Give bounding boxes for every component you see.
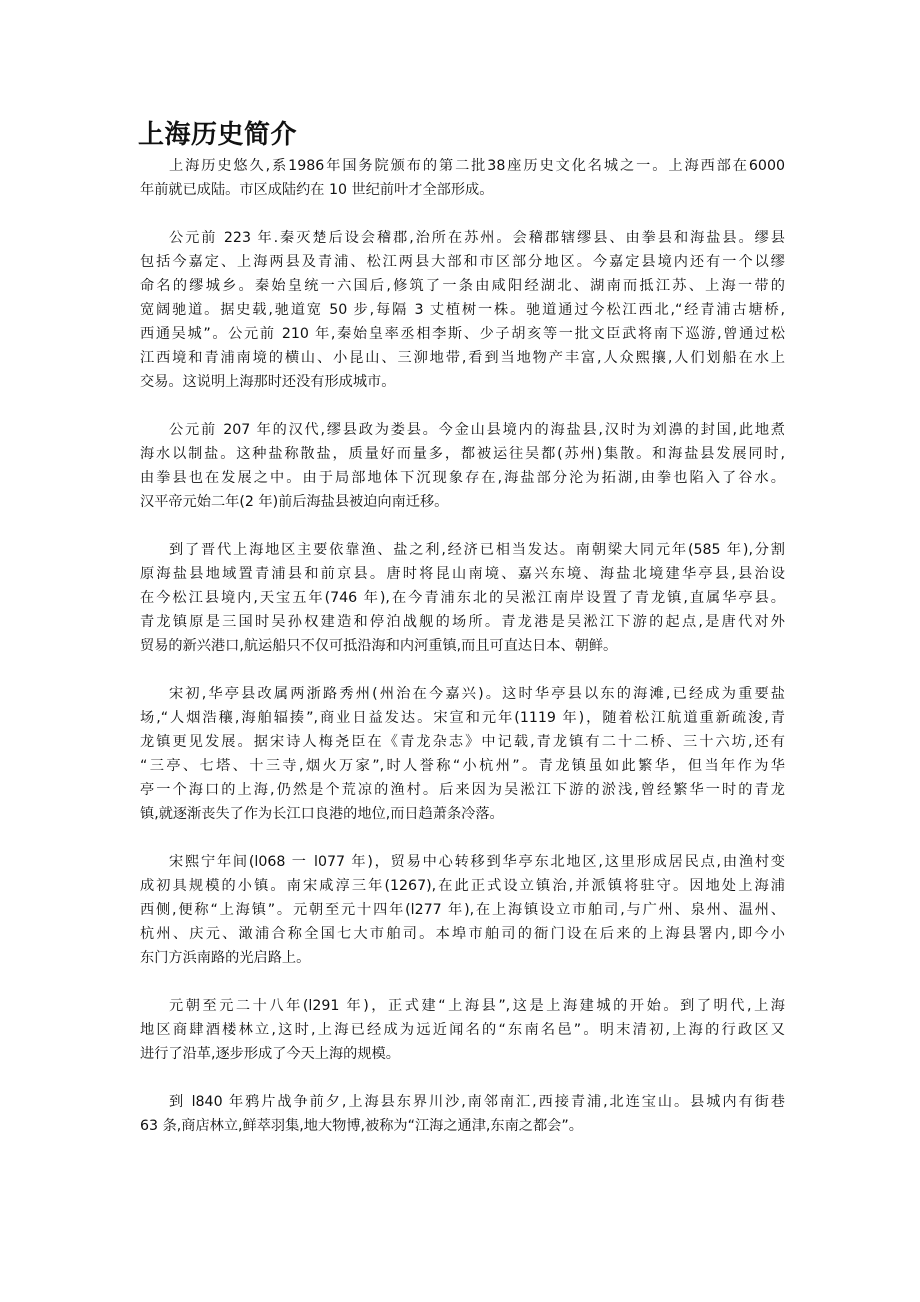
paragraph-line: 亭一个海口的上海,仍然是个荒凉的渔村。后来因为吴淞江下游的淤浅,曾经繁华一时的青龙 [140, 782, 785, 798]
document-body [140, 154, 785, 1138]
paragraph-line: 元朝至元二十八年(l291 年)，正式建“上海县”,这是上海建城的开始。到了明代,上海 [169, 998, 785, 1014]
paragraph-line: 到了晋代上海地区主要依靠渔、盐之利,经济已相当发达。南朝梁大同元年(585 年),分割 [169, 542, 785, 558]
paragraph [140, 538, 785, 658]
paragraph-line: 汉平帝元始二年(2 年)前后海盐县被迫向南迁移。 [140, 494, 449, 510]
paragraph-line: 到 l840 年鸦片战争前夕,上海县东界川沙,南邻南汇,西接青浦,北连宝山。县城内有街巷 [169, 1094, 785, 1110]
paragraph-line: 63 条,商店林立,鲜萃羽集,地大物博,被称为“江海之通津,东南之都会”。 [140, 1118, 583, 1134]
paragraph-line: 成初具规模的小镇。南宋咸淳三年(1267),在此正式设立镇治,并派镇将驻守。因地处上海浦 [140, 878, 785, 894]
paragraph-line: 公元前 223 年.秦灭楚后设会稽郡,治所在苏州。会稽郡辖缪县、由拳县和海盐县。缪县 [169, 230, 785, 246]
paragraph [140, 226, 785, 394]
paragraph [140, 682, 785, 826]
paragraph-line: 青龙镇原是三国时吴孙权建造和停泊战舰的场所。青龙港是吴淞江下游的起点,是唐代对外 [140, 614, 785, 630]
paragraph-line: 江西境和青浦南境的横山、小昆山、三泖地带,看到当地物产丰富,人众熙攘,人们划船在水上 [140, 350, 785, 366]
paragraph-line: 场,“人烟浩穰,海舶辐揍”,商业日益发达。宋宣和元年(1119 年)，随着松江航道重新疏浚,青 [140, 710, 785, 726]
paragraph-line: 镇,就逐渐丧失了作为长江口良港的地位,而日趋萧条冷落。 [140, 806, 504, 822]
paragraph-line: 地区商肆酒楼林立,这时,上海已经成为远近闻名的“东南名邑”。明末清初,上海的行政区又 [140, 1022, 785, 1038]
paragraph-line: 东门方浜南路的光启路上。 [140, 950, 311, 966]
paragraph [140, 154, 785, 202]
paragraph-line: 西通吴城”。公元前 210 年,秦始皇率丞相李斯、少子胡亥等一批文臣武将南下巡游,曾通过松 [140, 326, 785, 342]
paragraph-line: 公元前 207 年的汉代,缪县政为娄县。今金山县境内的海盐县,汉时为刘濞的封国,此地煮 [169, 422, 785, 438]
document-page [140, 118, 785, 1162]
paragraph-line: 宽阔驰道。据史载,驰道宽 50 步,每隔 3 丈植树一株。驰道通过今松江西北,“经青浦古塘桥, [140, 302, 785, 318]
paragraph [140, 994, 785, 1066]
paragraph-line: 原海盐县地域置青浦县和前京县。唐时将昆山南境、嘉兴东境、海盐北境建华亭县,县治设 [140, 566, 785, 582]
paragraph [140, 850, 785, 970]
paragraph-line: 年前就已成陆。市区成陆约在 10 世纪前叶才全部形成。 [140, 182, 494, 198]
paragraph-line: 贸易的新兴港口,航运船只不仅可抵沿海和内河重镇,而且可直达日本、朝鲜。 [140, 638, 618, 654]
paragraph-line: 交易。这说明上海那时还没有形成城市。 [140, 374, 396, 390]
paragraph-line: 包括今嘉定、上海两县及青浦、松江两县大部和市区部分地区。今嘉定县境内还有一个以缪 [140, 254, 785, 270]
paragraph-line: 宋熙宁年间(l068 一 l077 年)，贸易中心转移到华亭东北地区,这里形成居民点,由渔村变 [169, 854, 785, 870]
paragraph-line: 龙镇更见发展。据宋诗人梅尧臣在《青龙杂志》中记载,青龙镇有二十二桥、三十六坊,还有 [140, 734, 785, 750]
paragraph-line: 西侧,便称“上海镇”。元朝至元十四年(l277 年),在上海镇设立市舶司,与广州、泉州、温州、 [140, 902, 785, 918]
paragraph-line: 宋初,华亭县改属两浙路秀州(州治在今嘉兴)。这时华亭县以东的海滩,已经成为重要盐 [169, 686, 785, 702]
paragraph-line: “三亭、七塔、十三寺,烟火万家”,时人誉称“小杭州”。青龙镇虽如此繁华，但当年作为华 [140, 758, 785, 774]
paragraph-line: 在今松江县境内,天宝五年(746 年),在今青浦东北的吴淞江南岸设置了青龙镇,直属华亭县。 [140, 590, 785, 606]
document-title: 上海历史简介 [138, 120, 298, 150]
paragraph-line: 由拳县也在发展之中。由于局部地体下沉现象存在,海盐部分沦为拓湖,由拳也陷入了谷水。 [140, 470, 785, 486]
paragraph [140, 418, 785, 514]
paragraph-line: 上海历史悠久,系1986年国务院颁布的第二批38座历史文化名城之一。上海西部在6000 [169, 158, 785, 174]
paragraph [140, 1090, 785, 1138]
paragraph-line: 海水以制盐。这种盐称散盐，质量好而量多，都被运往吴都(苏州)集散。和海盐县发展同时, [140, 446, 785, 462]
paragraph-line: 进行了沿革,逐步形成了今天上海的规模。 [140, 1046, 400, 1062]
paragraph-line: 命名的缪城乡。秦始皇统一六国后,修筑了一条由咸阳经湖北、湖南而抵江苏、上海一带的 [140, 278, 785, 294]
paragraph-line: 杭州、庆元、澉浦合称全国七大市舶司。本埠市舶司的衙门设在后来的上海县署内,即今小 [140, 926, 785, 942]
